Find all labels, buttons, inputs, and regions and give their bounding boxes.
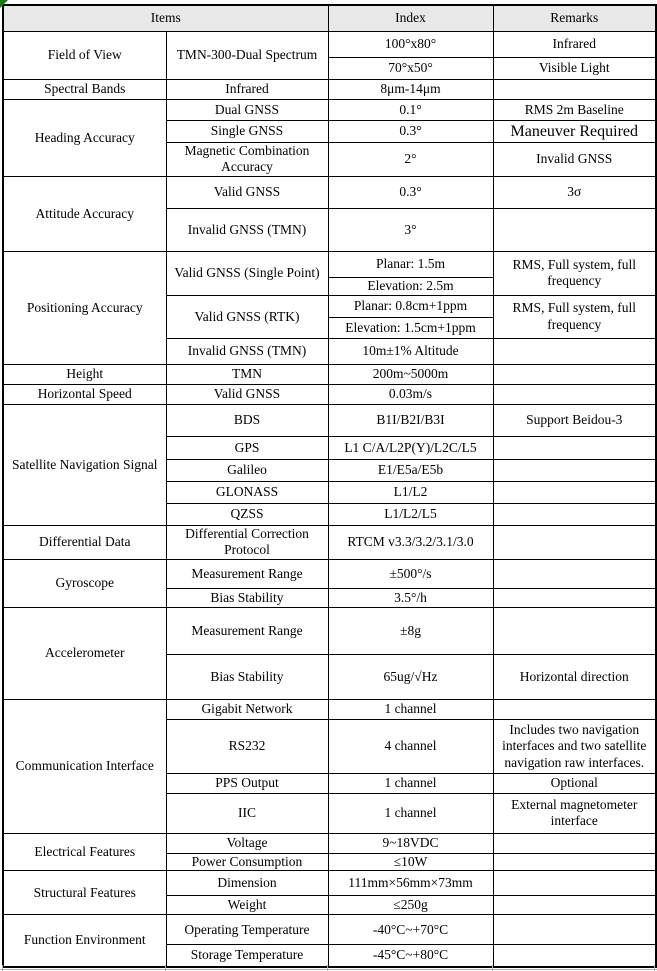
table-row xyxy=(3,915,656,945)
table-cell: Measurement Range xyxy=(166,559,328,588)
table-cell: 200m~5000m xyxy=(328,364,493,384)
table-cell: L1/L2/L5 xyxy=(328,503,493,525)
table-cell: TMN-300-Dual Spectrum xyxy=(166,32,328,80)
table-row xyxy=(3,176,656,208)
table-cell: 1 channel xyxy=(328,793,493,833)
table-cell xyxy=(493,338,656,364)
table-cell: 2° xyxy=(328,143,493,177)
table-row xyxy=(3,559,656,588)
table-cell xyxy=(493,945,656,967)
table-cell: 8μm-14μm xyxy=(328,80,493,100)
table-cell xyxy=(493,588,656,607)
table-cell xyxy=(493,208,656,251)
table-cell: Storage Temperature xyxy=(166,945,328,967)
table-cell: Differential Correction Protocol xyxy=(166,525,328,559)
table-continuation-line xyxy=(0,969,657,970)
table-cell: BDS xyxy=(166,404,328,436)
table-cell xyxy=(493,871,656,896)
table-cell: Invalid GNSS (TMN) xyxy=(166,208,328,251)
table-cell: Function Environment xyxy=(3,915,166,967)
table-cell xyxy=(493,896,656,915)
table-continuation-stub xyxy=(165,965,166,971)
table-cell: 3° xyxy=(328,208,493,251)
table-cell: 9~18VDC xyxy=(328,833,493,853)
table-cell: Structural Features xyxy=(3,871,166,915)
table-cell: 1 channel xyxy=(328,773,493,793)
table-cell xyxy=(493,481,656,503)
table-cell: Visible Light xyxy=(493,58,656,80)
table-cell: PPS Output xyxy=(166,773,328,793)
table-row xyxy=(3,699,656,719)
table-cell: 111mm×56mm×73mm xyxy=(328,871,493,896)
table-cell xyxy=(493,525,656,559)
table-cell xyxy=(493,436,656,459)
table-cell: 0.03m/s xyxy=(328,384,493,404)
table-body xyxy=(3,32,656,967)
table-cell: Planar: 0.8cm+1ppm xyxy=(328,295,493,317)
table-cell xyxy=(493,607,656,654)
table-cell xyxy=(493,559,656,588)
table-cell: Single GNSS xyxy=(166,121,328,143)
table-cell: ±8g xyxy=(328,607,493,654)
table-cell: Weight xyxy=(166,896,328,915)
table-cell xyxy=(493,915,656,945)
table-cell: Maneuver Required xyxy=(493,121,656,143)
table-cell: Elevation: 1.5cm+1ppm xyxy=(328,317,493,338)
table-row xyxy=(3,100,656,121)
table-cell: Magnetic Combination Accuracy xyxy=(166,143,328,177)
table-cell: Valid GNSS xyxy=(166,176,328,208)
table-cell xyxy=(493,833,656,853)
table-row xyxy=(3,32,656,58)
table-cell: Support Beidou-3 xyxy=(493,404,656,436)
table-cell: ±500°/s xyxy=(328,559,493,588)
table-cell: Gigabit Network xyxy=(166,699,328,719)
table-cell: RMS, Full system, full frequency xyxy=(493,295,656,338)
table-continuation-stub xyxy=(2,965,3,971)
table-continuation-stub xyxy=(327,965,328,971)
table-cell: Voltage xyxy=(166,833,328,853)
table-cell xyxy=(493,364,656,384)
table-cell: RMS 2m Baseline xyxy=(493,100,656,121)
table-cell: Includes two navigation interfaces and two satellite navigation raw interfaces. xyxy=(493,719,656,773)
table-cell: Spectral Bands xyxy=(3,80,166,100)
table-cell: Invalid GNSS (TMN) xyxy=(166,338,328,364)
table-cell: Valid GNSS xyxy=(166,384,328,404)
table-cell: 0.1° xyxy=(328,100,493,121)
table-row xyxy=(3,833,656,853)
table-cell: 10m±1% Altitude xyxy=(328,338,493,364)
col-header-items: Items xyxy=(3,5,328,32)
table-cell: RS232 xyxy=(166,719,328,773)
table-cell: GLONASS xyxy=(166,481,328,503)
table-cell: Measurement Range xyxy=(166,607,328,654)
table-cell: Infrared xyxy=(493,32,656,58)
table-cell: B1I/B2I/B3I xyxy=(328,404,493,436)
table-cell xyxy=(493,459,656,481)
table-cell: Elevation: 2.5m xyxy=(328,277,493,295)
table-cell: Satellite Navigation Signal xyxy=(3,404,166,525)
table-cell: ≤250g xyxy=(328,896,493,915)
spec-table xyxy=(2,4,657,968)
table-header-row xyxy=(3,5,656,32)
table-cell xyxy=(493,853,656,870)
table-cell: Height xyxy=(3,364,166,384)
table-cell: Planar: 1.5m xyxy=(328,251,493,277)
table-cell xyxy=(493,384,656,404)
table-cell: Power Consumption xyxy=(166,853,328,870)
table-cell: QZSS xyxy=(166,503,328,525)
table-cell: L1 C/A/L2P(Y)/L2C/L5 xyxy=(328,436,493,459)
table-cell: Horizontal Speed xyxy=(3,384,166,404)
table-cell: 100°x80° xyxy=(328,32,493,58)
table-cell: Bias Stability xyxy=(166,654,328,699)
table-row xyxy=(3,871,656,896)
table-cell: 0.3° xyxy=(328,176,493,208)
table-cell: Communication Interface xyxy=(3,699,166,833)
table-cell: RMS, Full system, full frequency xyxy=(493,251,656,295)
table-continuation-stub xyxy=(492,965,493,971)
table-cell: Attitude Accuracy xyxy=(3,176,166,251)
table-header xyxy=(3,5,656,32)
table-cell: Dimension xyxy=(166,871,328,896)
table-cell: 70°x50° xyxy=(328,58,493,80)
table-cell: Gyroscope xyxy=(3,559,166,607)
table-cell: 0.3° xyxy=(328,121,493,143)
table-cell: Accelerometer xyxy=(3,607,166,699)
table-row xyxy=(3,80,656,100)
table-cell: Operating Temperature xyxy=(166,915,328,945)
table-cell: 3.5°/h xyxy=(328,588,493,607)
table-cell: Heading Accuracy xyxy=(3,100,166,177)
table-cell: ≤10W xyxy=(328,853,493,870)
table-cell: Valid GNSS (Single Point) xyxy=(166,251,328,295)
table-cell: 4 channel xyxy=(328,719,493,773)
table-row xyxy=(3,384,656,404)
table-cell: GPS xyxy=(166,436,328,459)
table-cell: Positioning Accuracy xyxy=(3,251,166,364)
table-row xyxy=(3,525,656,559)
table-cell: Differential Data xyxy=(3,525,166,559)
table-cell: L1/L2 xyxy=(328,481,493,503)
table-cell: Bias Stability xyxy=(166,588,328,607)
table-cell xyxy=(493,503,656,525)
table-cell: Electrical Features xyxy=(3,833,166,870)
table-row xyxy=(3,607,656,654)
table-cell xyxy=(493,699,656,719)
table-cell: E1/E5a/E5b xyxy=(328,459,493,481)
table-cell: Field of View xyxy=(3,32,166,80)
table-cell: IIC xyxy=(166,793,328,833)
table-row xyxy=(3,364,656,384)
table-cell: Invalid GNSS xyxy=(493,143,656,177)
table-cell: 1 channel xyxy=(328,699,493,719)
table-cell: Valid GNSS (RTK) xyxy=(166,295,328,338)
table-cell: Optional xyxy=(493,773,656,793)
table-row xyxy=(3,404,656,436)
table-row xyxy=(3,251,656,277)
green-corner-marker-icon xyxy=(0,0,8,8)
table-cell: -40°C~+70°C xyxy=(328,915,493,945)
col-header-remarks: Remarks xyxy=(493,5,656,32)
table-cell: -45°C~+80°C xyxy=(328,945,493,967)
table-cell: Horizontal direction xyxy=(493,654,656,699)
table-cell: 3σ xyxy=(493,176,656,208)
table-cell: RTCM v3.3/3.2/3.1/3.0 xyxy=(328,525,493,559)
table-cell: Infrared xyxy=(166,80,328,100)
table-cell: External magnetometer interface xyxy=(493,793,656,833)
table-cell: TMN xyxy=(166,364,328,384)
table-cell: 65ug/√Hz xyxy=(328,654,493,699)
table-cell: Galileo xyxy=(166,459,328,481)
col-header-index: Index xyxy=(328,5,493,32)
table-continuation-stub xyxy=(654,965,655,971)
table-cell xyxy=(493,80,656,100)
table-cell: Dual GNSS xyxy=(166,100,328,121)
